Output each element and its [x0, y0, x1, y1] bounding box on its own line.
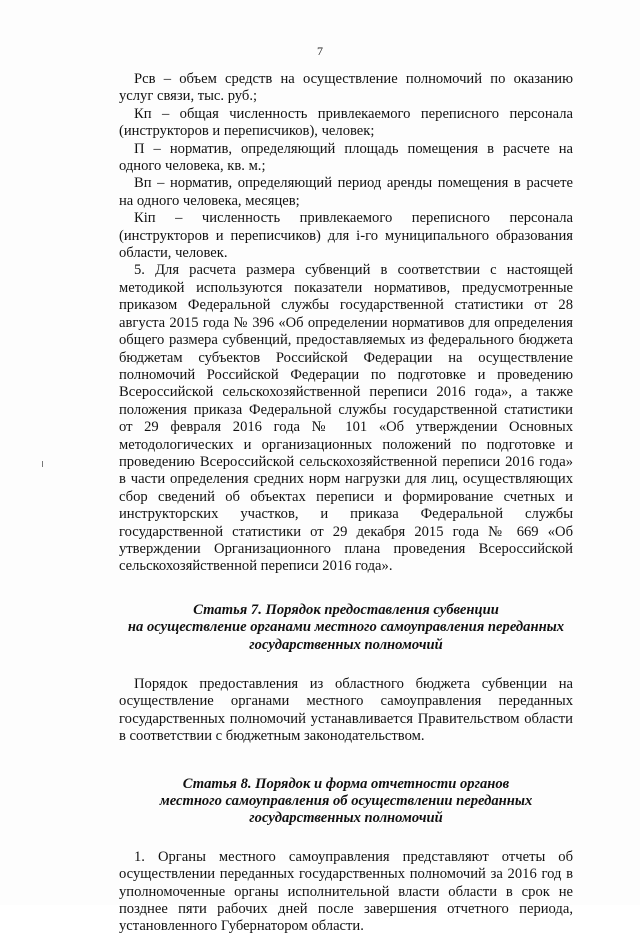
clause-5: 5. Для расчета размера субвенций в соответствии с настоящей методикой используются показатели нормативов, предусмотренные приказом Федеральной службы государственной статистики от 28 августа 2015 года № 396 «Об определении нормативов для определения общего размера субвенций, предоставляемых из федерального бюджета бюджетам субъектов Российской Федерации на осуществление полномочий Российской Федерации по подготовке и проведению Всероссийской сельскохозяйственной переписи 2016 года», а также положения приказа Федеральной службы государственной статистики от 29 февраля 2016 года № 101 «Об утверждении Основных методологических и организационных положений по подготовке и проведению Всероссийской сельскохозяйственной переписи 2016 года» в части определения средних норм нагрузки для лиц, осуществляющих сбор сведений об объектах переписи и формирование счетных и инструкторских участков, и приказа Федеральной службы государственной статистики от 29 декабря 2015 года № 669 «Об утверждении Организационного плана проведения Всероссийской сельскохозяйственной переписи 2016 года». [119, 262, 573, 575]
page-number: 7 [317, 44, 323, 58]
article-7-title-line: государственных полномочий [249, 636, 443, 653]
margin-mark [42, 461, 46, 467]
definition-kp: Кп – общая численность привлекаемого переписного персонала (инструкторов и переписчиков), человек; [119, 105, 573, 140]
definition-vp: Вп – норматив, определяющий период аренды помещения в расчете на одного человека, месяцев; [119, 175, 573, 209]
article-8-title-line: Статья 8. Порядок и форма отчетности органов [182, 775, 510, 792]
article-8-title-line: местного самоуправления об осуществлении переданных [159, 793, 533, 810]
article-7-title-line: на осуществление органами местного самоуправления переданных [127, 619, 565, 636]
document-body [119, 71, 573, 936]
definition-kip: Кiп – численность привлекаемого переписного персонала (инструкторов и переписчиков) для i-го муниципального образования области, человек. [119, 210, 573, 262]
article-7-heading [119, 602, 573, 654]
definition-p: П – норматив, определяющий площадь помещения в расчете на одного человека, кв. м.; [119, 140, 573, 175]
article-8-clause-1: 1. Органы местного самоуправления представляют отчеты об осуществлении переданных государственных полномочий за 2016 год в уполномоченные органы исполнительной власти области в срок не позднее пяти рабочих дней после завершения отчетного периода, установленного Губернатором области. [119, 848, 573, 935]
article-8-title-line: государственных полномочий [249, 810, 443, 827]
definition-rsv: Рсв – объем средств на осуществление полномочий по оказанию услуг связи, тыс. руб.; [119, 71, 573, 105]
article-7-title-line: Статья 7. Порядок предоставления субвенции [193, 601, 499, 618]
article-7-text: Порядок предоставления из областного бюджета субвенции на осуществление органами местного самоуправления переданных государственных полномочий устанавливается Правительством области в соответствии с бюджетным законодательством. [119, 676, 573, 745]
article-8-heading [119, 776, 573, 828]
